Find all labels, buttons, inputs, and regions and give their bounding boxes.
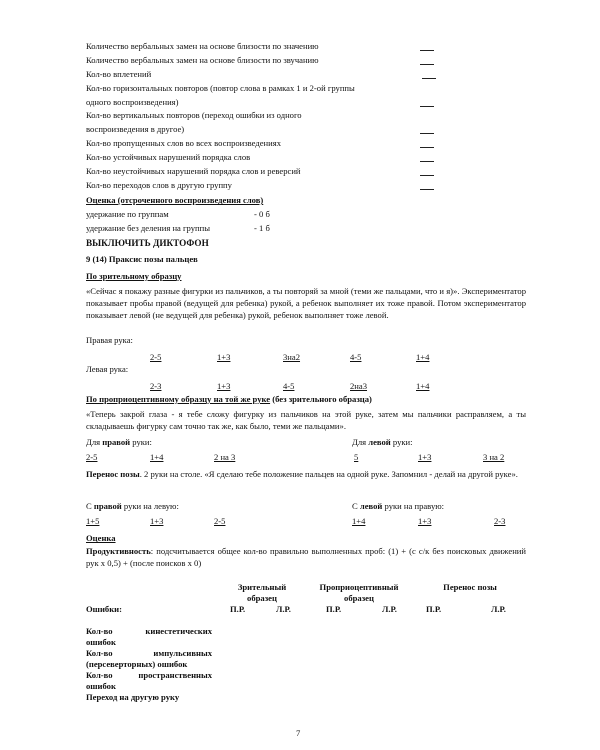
label-prefix: С (352, 501, 360, 511)
errors-label: Ошибки: (86, 604, 122, 614)
evaluation-heading: Оценка (86, 533, 116, 543)
criteria-item: Кол-во пропущенных слов во всех воспроизведениях (86, 138, 281, 148)
productivity-paragraph (86, 545, 526, 569)
trial-item: 3 на 2 (483, 452, 505, 462)
section-title: 9 (14) Праксис позы пальцев (86, 254, 198, 264)
proprio-instruction: «Теперь закрой глаза - я тебе сложу фигурку из пальчиков на этой руке, затем мы пальчики расправляем, а ты складываешь фигурку сам точно так же, как было, теми же пальцами». (86, 409, 526, 431)
trial-item: 1+4 (416, 352, 430, 362)
table-subheader: Л.Р. (491, 604, 506, 614)
score-blank[interactable] (420, 133, 434, 134)
hand-name: правой (102, 437, 131, 447)
table-group-header: Перенос позы (443, 582, 497, 592)
table-group-header: Зрительный образец (237, 582, 287, 603)
score-blank[interactable] (422, 78, 436, 79)
table-subheader: Л.Р. (382, 604, 397, 614)
table-subheader: П.Р. (426, 604, 442, 614)
transfer-paragraph (86, 468, 526, 480)
criteria-item: Кол-во горизонтальных повторов (повтор слова в рамках 1 и 2-ой группы (86, 83, 355, 93)
trial-item: 4-5 (283, 381, 295, 391)
trial-item: 2-5 (86, 452, 98, 462)
label-suffix: руки на левую: (121, 501, 179, 511)
label-prefix: Для (352, 437, 369, 447)
trial-item: 1+4 (352, 516, 366, 526)
table-group-header: Проприоцептивный образец (319, 582, 399, 603)
trial-item: 2-5 (150, 352, 162, 362)
trial-item: 1+3 (150, 516, 164, 526)
trial-item: 2 на 3 (214, 452, 236, 462)
trial-item: 2-3 (494, 516, 506, 526)
score-blank[interactable] (420, 106, 434, 107)
trial-item: 1+5 (86, 516, 100, 526)
score-blank[interactable] (420, 50, 434, 51)
criteria-item: одного воспроизведения) (86, 97, 179, 107)
table-row-label: Переход на другую руку (86, 692, 180, 702)
table-subheader: Л.Р. (276, 604, 291, 614)
trial-item: 5 (354, 452, 359, 462)
criteria-item: Кол-во вплетений (86, 69, 152, 79)
trial-item: 2на3 (350, 381, 368, 391)
trial-item: 1+3 (217, 352, 231, 362)
proprio-heading (86, 394, 372, 405)
criteria-item: Кол-во неустойчивых нарушений порядка слов и реверсий (86, 166, 301, 176)
proprio-left-label (352, 437, 413, 448)
trial-item: 4-5 (350, 352, 362, 362)
trial-item: 3на2 (283, 352, 301, 362)
productivity-label: Продуктивность (86, 546, 151, 556)
hand-name: левой (359, 501, 383, 511)
delayed-heading: Оценка (отсроченного воспроизведения слов) (86, 195, 264, 205)
proprio-heading-main: По проприоцептивному образцу на той же руке (86, 394, 271, 404)
proprio-heading-rest: (без зрительного образца) (270, 394, 372, 404)
criteria-item: Кол-во переходов слов в другую группу (86, 180, 232, 190)
delayed-row-label: удержание по группам (86, 209, 169, 219)
proprio-right-label (86, 437, 152, 448)
transfer-title: Перенос позы (86, 469, 140, 479)
delayed-row-value: - 0 б (254, 209, 270, 219)
trial-item: 1+3 (217, 381, 231, 391)
trial-item: 1+3 (418, 452, 432, 462)
transfer-text: . 2 руки на столе. «Я сделаю тебе положение пальцев на одной руке. Запомнил - делай на другой руке». (139, 469, 518, 479)
left-hand-label: Левая рука: (86, 364, 129, 374)
visual-instruction: «Сейчас я покажу разные фигурки из пальчиков, а ты повторяй за мной (теми же пальцами, что и я)». Экспериментатор показывает пробы правой (ведущей для ребенка) рукой, а ребенок выполняет их тоже правой. Потом экспериментатор показывает левой (не ведущей для ребенка) рукой, ребенок выполняет тоже левой. (86, 286, 526, 320)
page-number: 7 (296, 728, 301, 738)
delayed-row-label: удержание без деления на группы (86, 223, 211, 233)
hand-name: левой (368, 437, 391, 447)
table-row-label: Кол-во кинестетических ошибок (86, 626, 212, 647)
score-blank[interactable] (420, 189, 434, 190)
hand-name: правой (93, 501, 122, 511)
trial-item: 1+3 (418, 516, 432, 526)
recorder-off-heading: ВЫКЛЮЧИТЬ ДИКТОФОН (86, 238, 209, 248)
productivity-text: : подсчитывается общее кол-во правильно выполненных проб: (1) + (с с/к без поисковых движений рук х 0,5) + (после поисков х 0) (86, 546, 526, 568)
trial-item: 1+4 (150, 452, 164, 462)
score-blank[interactable] (420, 64, 434, 65)
label-suffix: руки: (130, 437, 152, 447)
label-suffix: руки на правую: (382, 501, 445, 511)
score-blank[interactable] (420, 147, 434, 148)
trial-item: 2-3 (150, 381, 162, 391)
criteria-item: Количество вербальных замен на основе близости по значению (86, 41, 319, 51)
table-subheader: П.Р. (230, 604, 246, 614)
transfer-left-label (352, 501, 444, 512)
table-row-label: Кол-во импульсивных (персеверторных) ошибок (86, 648, 212, 669)
criteria-item: Кол-во вертикальных повторов (переход ошибки из одного (86, 110, 302, 120)
transfer-right-label (86, 501, 179, 512)
delayed-row-value: - 1 б (254, 223, 270, 233)
criteria-item: воспроизведения в другое) (86, 124, 185, 134)
criteria-item: Количество вербальных замен на основе близости по звучанию (86, 55, 319, 65)
trial-item: 2-5 (214, 516, 226, 526)
right-hand-label: Правая рука: (86, 335, 133, 345)
score-blank[interactable] (420, 161, 434, 162)
label-prefix: Для (86, 437, 103, 447)
label-prefix: С (86, 501, 94, 511)
score-blank[interactable] (420, 175, 434, 176)
table-row-label: Кол-во пространственных ошибок (86, 670, 212, 691)
label-suffix: руки: (390, 437, 413, 447)
trial-item: 1+4 (416, 381, 430, 391)
table-subheader: П.Р. (326, 604, 342, 614)
criteria-item: Кол-во устойчивых нарушений порядка слов (86, 152, 251, 162)
visual-heading: По зрительному образцу (86, 271, 182, 281)
